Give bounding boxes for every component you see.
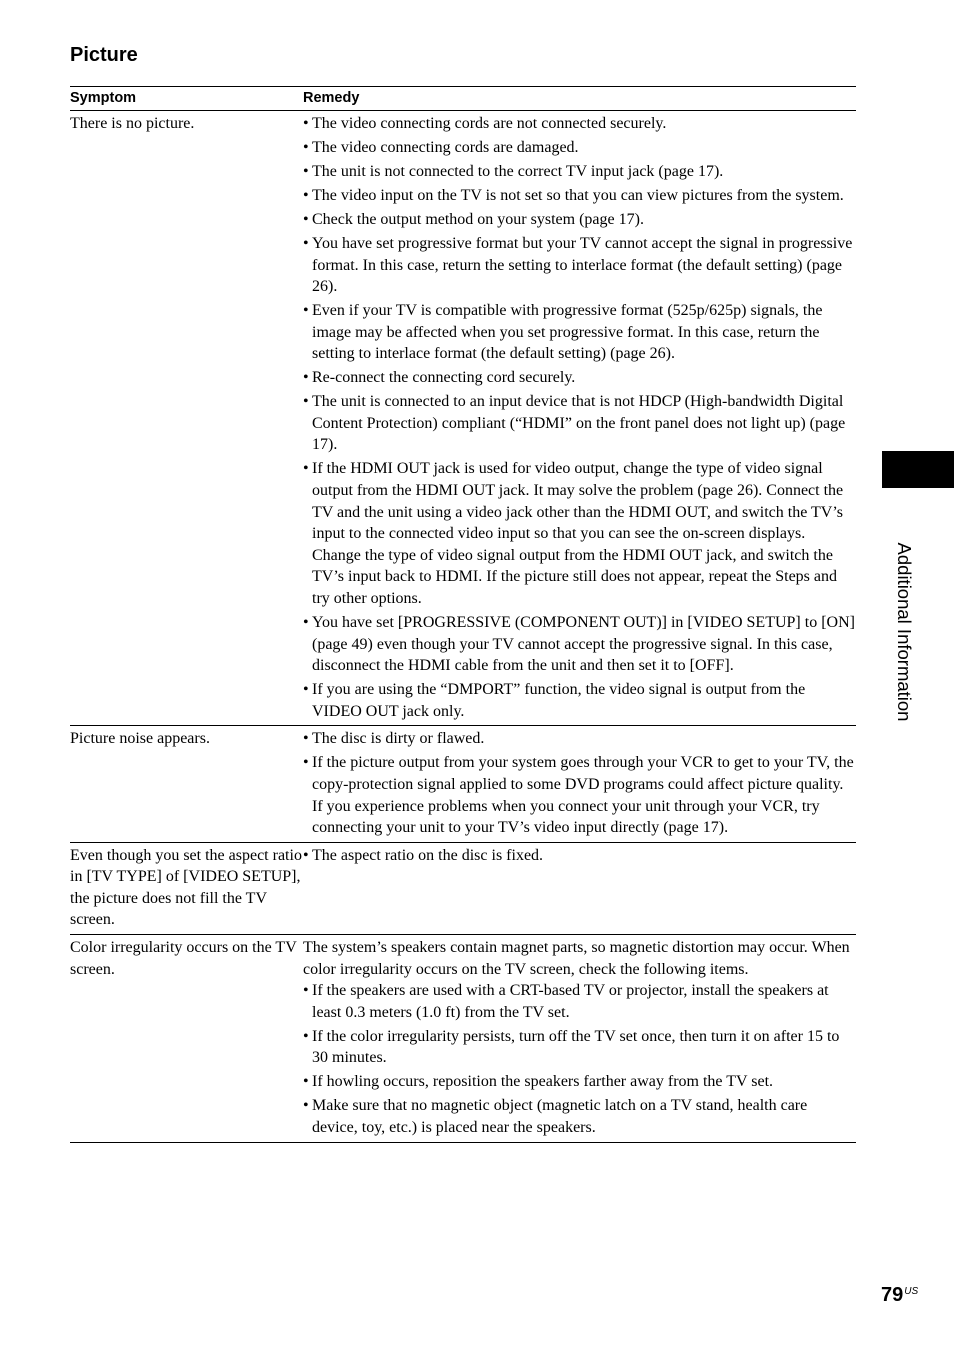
- remedy-intro: The system’s speakers contain magnet parts, so magnetic distortion may occur. When color irregularity occurs on the TV screen, check the following items.: [303, 939, 850, 978]
- remedy-item: • Re-connect the connecting cord securely.: [303, 367, 856, 389]
- table-row: [70, 726, 856, 842]
- remedy-item: • The video input on the TV is not set so that you can view pictures from the system.: [303, 185, 856, 207]
- page-number: [881, 1284, 918, 1307]
- page-number-value: 79: [881, 1284, 904, 1306]
- section-tab-marker: [882, 451, 954, 488]
- remedy-list: [303, 980, 856, 1138]
- remedy-item: • Check the output method on your system (page 17).: [303, 209, 856, 231]
- remedy-cell: [303, 726, 856, 842]
- symptom-cell: Picture noise appears.: [70, 726, 303, 842]
- remedy-item: • The unit is connected to an input device that is not HDCP (High-bandwidth Digital Content Protection) compliant (“HDMI” on the front panel does not light up) (page 17).: [303, 391, 856, 456]
- remedy-item: • If the speakers are used with a CRT-based TV or projector, install the speakers at least 0.3 meters (1.0 ft) from the TV set.: [303, 980, 856, 1023]
- remedy-item: • The unit is not connected to the correct TV input jack (page 17).: [303, 161, 856, 183]
- remedy-item: • If the HDMI OUT jack is used for video output, change the type of video signal output from the HDMI OUT jack. It may solve the problem (page 26). Connect the TV and the unit using a video jack other than the HDMI OUT, and switch the TV’s input to the connected video input so that you can see the on-screen displays. Change the type of video signal output from the HDMI OUT jack, and switch the TV’s input back to HDMI. If the picture still does not appear, repeat the Steps and try other options.: [303, 458, 856, 609]
- remedy-item: • The aspect ratio on the disc is fixed.: [303, 845, 856, 867]
- remedy-item: • The video connecting cords are not connected securely.: [303, 113, 856, 135]
- table-row: [70, 935, 856, 1143]
- symptom-header: Symptom: [70, 87, 303, 111]
- remedy-item: • If howling occurs, reposition the speakers farther away from the TV set.: [303, 1071, 856, 1093]
- remedy-item: • Even if your TV is compatible with progressive format (525p/625p) signals, the image may be affected when you set progressive format. In this case, return the setting to interlace format (the default setting) (page 26).: [303, 300, 856, 365]
- remedy-list: [303, 113, 856, 722]
- remedy-item: • If you are using the “DMPORT” function, the video signal is output from the VIDEO OUT jack only.: [303, 679, 856, 722]
- remedy-cell: [303, 935, 856, 1143]
- symptom-cell: There is no picture.: [70, 111, 303, 726]
- remedy-item: • The disc is dirty or flawed.: [303, 728, 856, 750]
- remedy-item: • The video connecting cords are damaged.: [303, 137, 856, 159]
- section-tab-label-text: Additional Information: [894, 542, 915, 722]
- symptom-cell: Even though you set the aspect ratio in [TV TYPE] of [VIDEO SETUP], the picture does not fill the TV screen.: [70, 842, 303, 934]
- troubleshooting-table: [70, 86, 856, 1143]
- remedy-list: [303, 728, 856, 838]
- remedy-item: • If the picture output from your system goes through your VCR to get to your TV, the copy-protection signal applied to some DVD programs could affect picture quality. If you experience problems when you connect your unit through your VCR, try connecting your unit to your TV’s video input directly (page 17).: [303, 752, 856, 838]
- remedy-header: Remedy: [303, 87, 856, 111]
- remedy-item: • Make sure that no magnetic object (magnetic latch on a TV stand, health care device, toy, etc.) is placed near the speakers.: [303, 1095, 856, 1138]
- section-title: Picture: [70, 44, 138, 66]
- remedy-cell: [303, 842, 856, 934]
- remedy-list: [303, 845, 856, 867]
- remedy-item: • If the color irregularity persists, turn off the TV set once, then turn it on after 15 to 30 minutes.: [303, 1026, 856, 1069]
- symptom-cell: Color irregularity occurs on the TV screen.: [70, 935, 303, 1143]
- table-header-row: [70, 87, 856, 111]
- remedy-item: • You have set [PROGRESSIVE (COMPONENT OUT)] in [VIDEO SETUP] to [ON] (page 49) even though your TV cannot accept the progressive signal. In this case, disconnect the HDMI cable from the unit and then set it to [OFF].: [303, 612, 856, 677]
- table-row: [70, 842, 856, 934]
- table-row: [70, 111, 856, 726]
- page-number-suffix: US: [904, 1286, 919, 1297]
- remedy-item: • You have set progressive format but your TV cannot accept the signal in progressive format. In this case, return the setting to interlace format (the default setting) (page 26).: [303, 233, 856, 298]
- remedy-cell: [303, 111, 856, 726]
- section-tab-label: [892, 542, 916, 722]
